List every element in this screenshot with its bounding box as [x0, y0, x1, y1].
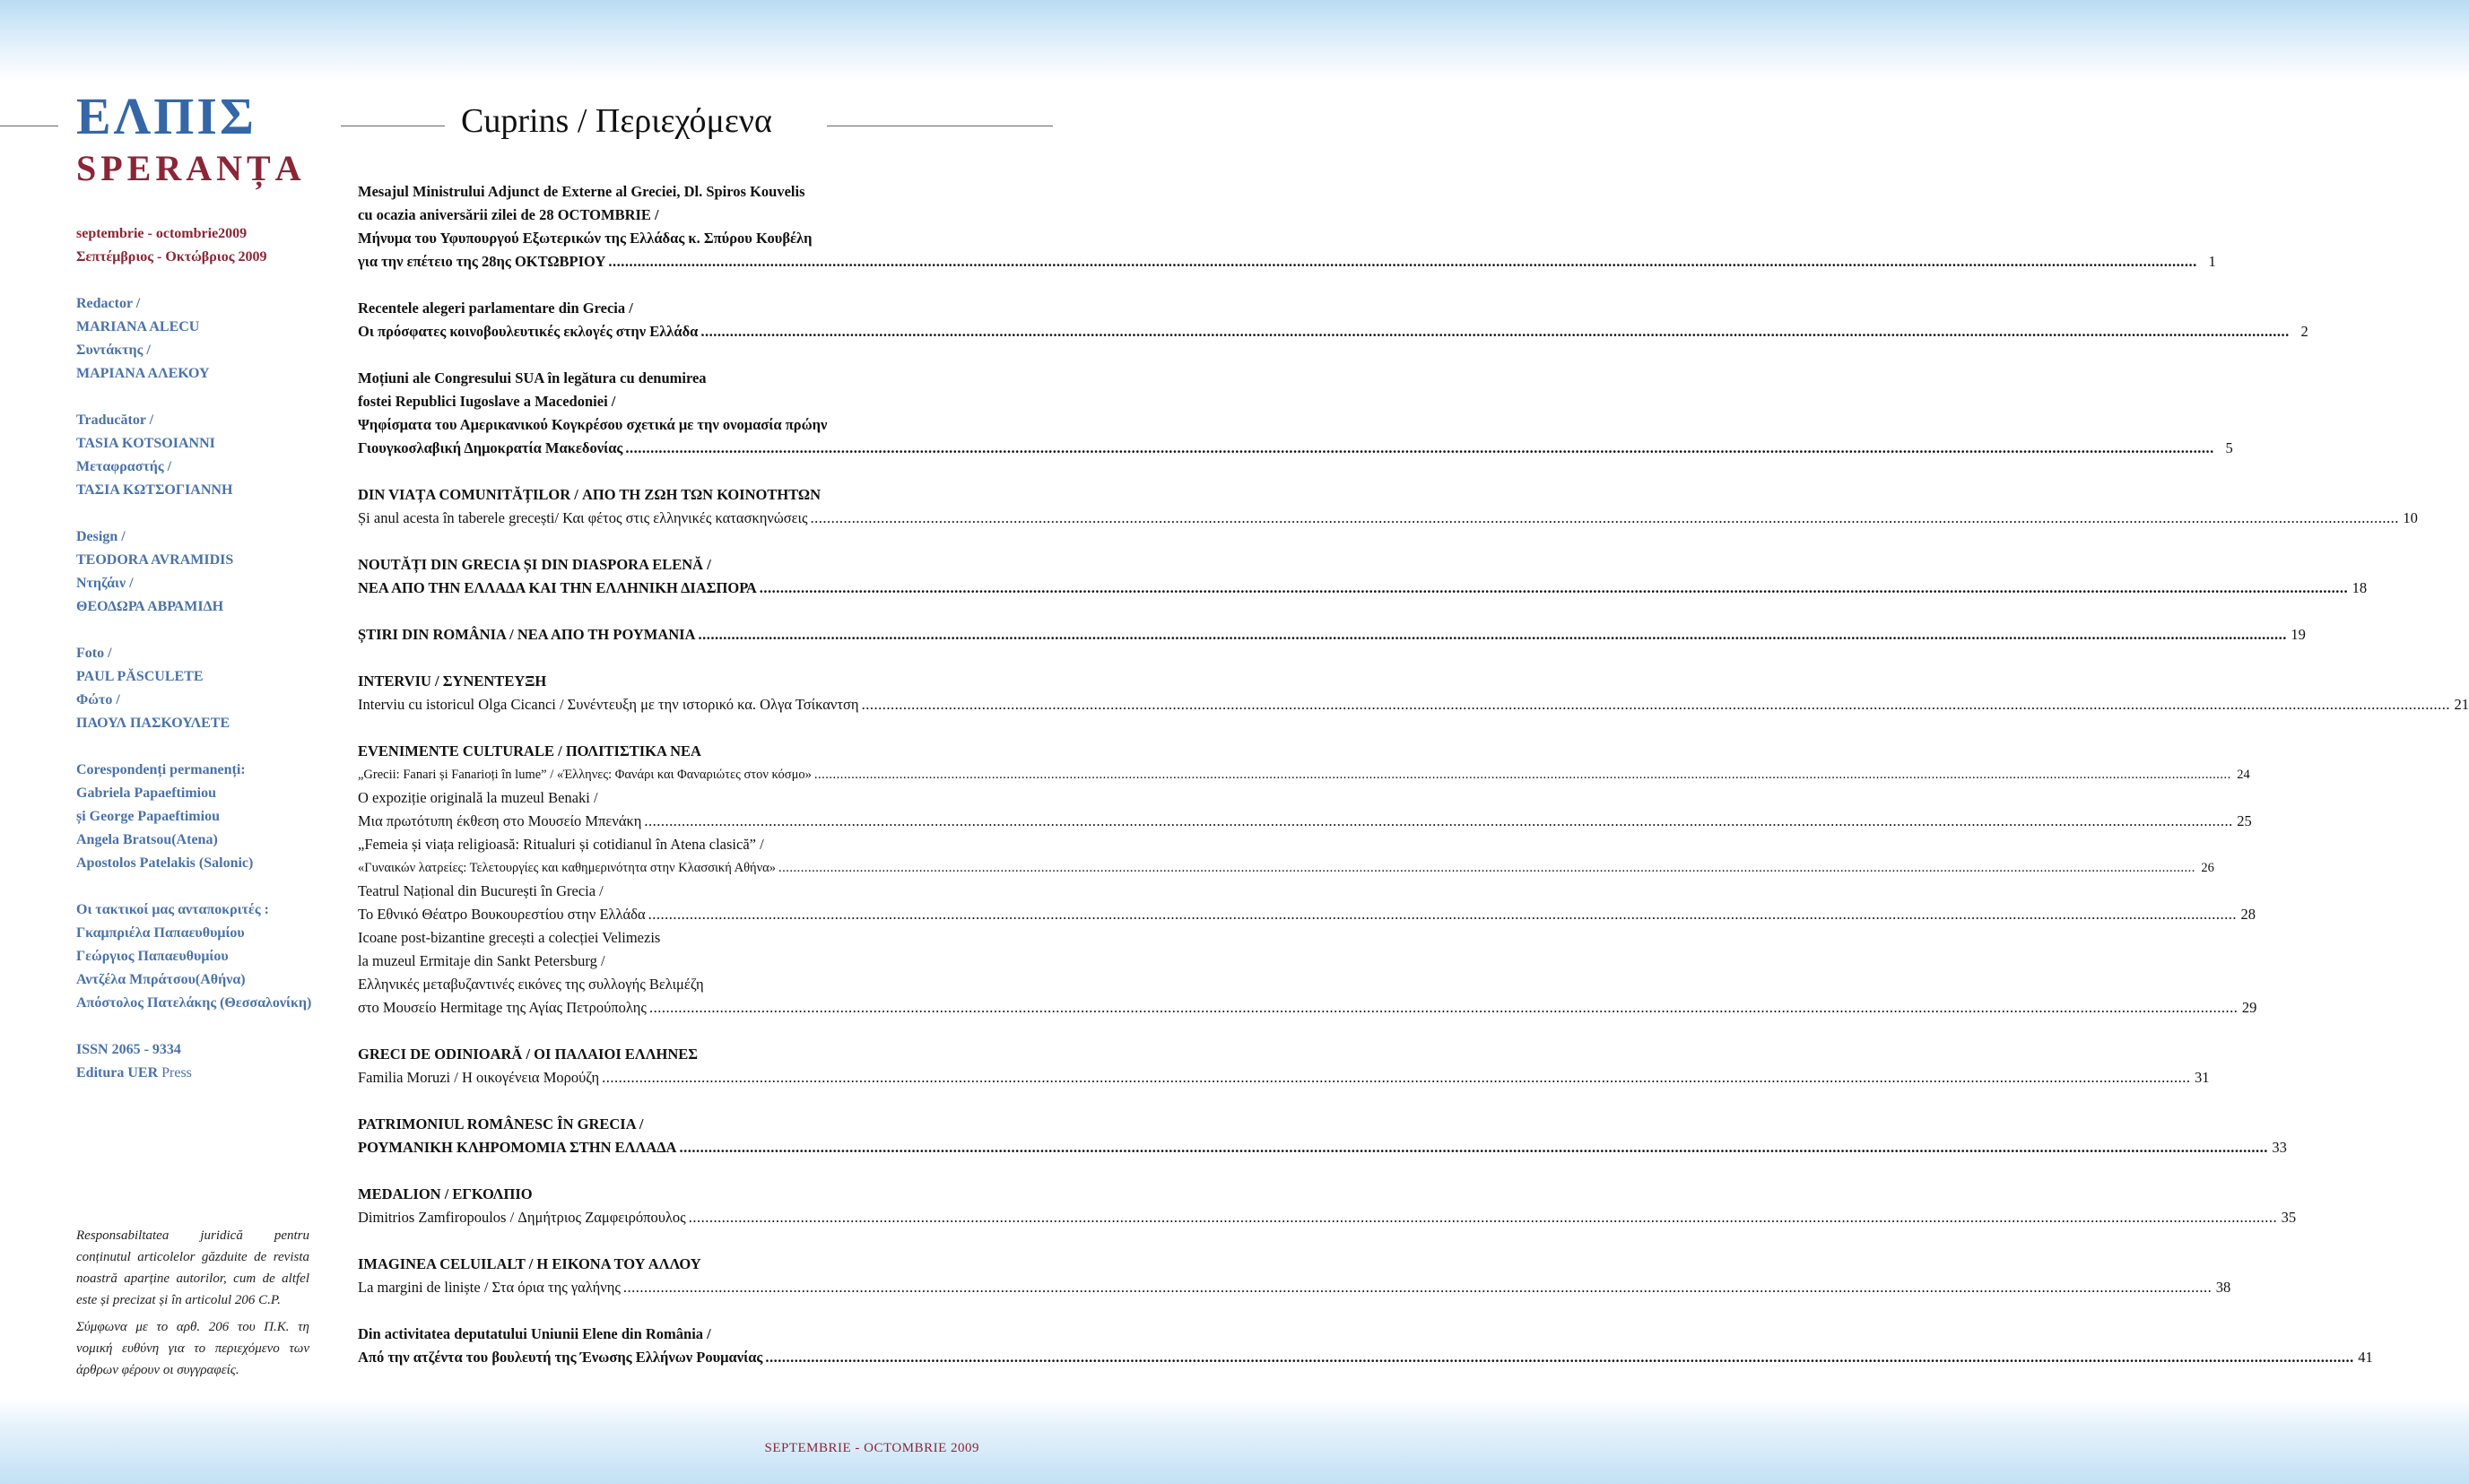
toc-entry-text: Γιουγκοσλαβική Δημοκρατία Μακεδονίας [358, 439, 623, 456]
toc-leader-dots [644, 810, 2232, 833]
toc-entry-text: για την επέτειο της 28ης ΟΚΤΩΒΡΙΟΥ [358, 253, 606, 270]
toc-entry-line: Ελληνικές μεταβυζαντινές εικόνες της συλλογής Βελιμέζη [358, 976, 704, 993]
toc-page-number: 33 [2272, 1139, 2287, 1156]
credit-role: Corespondenți permanenți: [76, 762, 246, 777]
toc-leader-dots [689, 1206, 2277, 1229]
toc-page-number: 25 [2237, 812, 2252, 829]
toc-page-number: 10 [2403, 509, 2418, 526]
toc-entry-line [358, 623, 2306, 647]
toc-entry-line: „Femeia și viața religioasă: Ritualuri și cotidianul în Atena clasică” / [358, 836, 764, 853]
credit-name: Angela Bratsou(Atena) [76, 832, 218, 847]
credit-role: Foto / [76, 646, 112, 661]
toc-entry-line [358, 1346, 2373, 1369]
toc-entry [358, 1323, 2373, 1369]
toc-entry-line [358, 320, 2308, 343]
toc-entry [358, 623, 2306, 647]
toc-entry-line [358, 903, 2256, 926]
toc-leader-dots [760, 577, 2348, 600]
credit-name: Συντάκτης / [76, 343, 151, 358]
credit-name: TASIA KOTSOIANNI [76, 436, 215, 451]
credit-name: și George Papaeftimiou [76, 809, 220, 824]
toc-section-heading: EVENIMENTE CULTURALE / ΠΟΛΙΤΙΣΤΙΚΑ ΝΕΑ [358, 742, 701, 759]
toc-entry-text: Από την ατζέντα του βουλευτή της Ένωσης Ελλήνων Ρουμανίας [358, 1349, 763, 1366]
toc-entry-line: fostei Republici Iugoslave a Macedoniei / [358, 393, 616, 410]
toc-page-number: 38 [2215, 1279, 2231, 1296]
credit-groups [76, 292, 332, 1015]
toc-entry-line [358, 577, 2368, 600]
issue-date-ro: septembrie - octombrie2009 [76, 226, 248, 241]
toc-leader-dots [608, 250, 2196, 273]
toc-entry [358, 483, 2418, 530]
toc-section-heading: MEDALION / ΕΓΚΟΛΠΙΟ [358, 1185, 533, 1202]
toc-entry [358, 367, 2233, 460]
toc-page-number: 2 [2300, 323, 2308, 340]
credit-name: ΠΑΟΥΛ ΠΑΣΚΟΥΛΕΤΕ [76, 716, 230, 731]
toc-entry-line [358, 1276, 2231, 1299]
toc-leader-dots [700, 320, 2289, 343]
credit-name: TEODORA AVRAMIDIS [76, 552, 234, 568]
toc-section-heading: DIN VIAȚA COMUNITĂȚILOR / ΑΠΟ ΤΗ ΖΩΗ ΤΩΝ ΚΟΙΝΟΤΗΤΩΝ [358, 486, 822, 503]
credit-name: Ντηζάιν / [76, 576, 134, 591]
toc-leader-dots [699, 623, 2287, 647]
toc-entry [358, 740, 2257, 1020]
toc-entry [358, 1113, 2287, 1159]
legal-disclaimer [76, 1225, 309, 1386]
toc-heading: Cuprins / Περιεχόμενα [461, 102, 772, 140]
credit-role: Traducător / [76, 412, 154, 428]
toc-entry [358, 180, 2216, 273]
publisher-suffix: Press [161, 1065, 192, 1080]
masthead-title-romanian: SPERANȚA [76, 148, 306, 188]
toc-entry-line: Teatrul Național din București în Grecia / [358, 882, 604, 899]
credit-name: ΤΑΣΙΑ ΚΩΤΣΟΓΙΑΝΝΗ [76, 482, 233, 498]
toc-page-number: 28 [2240, 906, 2256, 923]
toc-page-number: 5 [2225, 439, 2233, 456]
publisher-name: Editura UER [76, 1065, 159, 1080]
toc-entry-line [358, 1066, 2210, 1089]
toc-leader-dots [679, 1136, 2267, 1159]
disclaimer-gr: Σύμφωνα με το αρθ. 206 του Π.Κ. τη νομική ευθύνη για το περιεχόμενο των άρθρων φέρουν οι συγγραφείς. [76, 1320, 309, 1377]
credit-group [76, 642, 332, 735]
toc-entry-text: ΝΕΑ ΑΠΟ ΤΗΝ ΕΛΛΑΔΑ ΚΑΙ ΤΗΝ ΕΛΛΗΝΙΚΗ ΔΙΑΣΠΟΡΑ [358, 579, 757, 596]
toc-entry-text: „Grecii: Fanari și Fanarioți în lume” / «Έλληνες: Φανάρι και Φαναριώτες στον κόσμο» [358, 768, 812, 782]
credit-name: ΜΑΡΙΑΝΑ ΑΛΕΚΟΥ [76, 366, 210, 381]
toc-entry-line: cu ocazia aniversării zilei de 28 OCTOMBRIE / [358, 206, 659, 223]
publisher [76, 1062, 332, 1085]
toc-section-heading: INTERVIU / ΣΥΝΕΝΤΕΥΞΗ [358, 673, 547, 690]
credit-name: Απόστολος Πατελάκης (Θεσσαλονίκη) [76, 995, 312, 1011]
credit-role: Οι τακτικοί μας ανταποκριτές : [76, 902, 269, 917]
toc-leader-dots [602, 1066, 2190, 1089]
toc-entry-text: ΡΟΥΜΑΝΙΚΗ ΚΛΗΡΟΜΟΜΙΑ ΣΤΗΝ ΕΛΛΑΔΑ [358, 1139, 677, 1156]
toc-entry-line [358, 1136, 2287, 1159]
toc-leader-dots [625, 437, 2213, 460]
toc-entry-line: Din activitatea deputatului Uniunii Elene din România / [358, 1325, 711, 1342]
toc-entry-text: ȘTIRI DIN ROMÂNIA / ΝΕΑ ΑΠΟ ΤΗ ΡΟΥΜΑΝΙΑ [358, 626, 696, 643]
issue-date-gr: Σεπτέμβριος - Οκτώβριος 2009 [76, 249, 267, 265]
toc-leader-dots [778, 856, 2195, 880]
page-footer: SEPTEMBRIE - OCTOMBRIE 2009 [764, 1441, 979, 1455]
toc-entry-line [358, 250, 2216, 273]
toc-entry-line [358, 856, 2214, 880]
toc-section-heading: GRECI DE ODINIOARĂ / ΟΙ ΠΑΛΑΙΟΙ ΕΛΛΗΝΕΣ [358, 1046, 699, 1063]
toc-entry [358, 1183, 2297, 1229]
toc-section-heading: IMAGINEA CELUILALT / Η ΕΙΚΟΝΑ ΤΟΥ ΑΛΛΟΥ [358, 1255, 701, 1272]
credit-name: PAUL PĂSCULETE [76, 669, 204, 684]
credit-name: ΘΕΟΔΩΡΑ ΑΒΡΑΜΙΔΗ [76, 599, 224, 614]
toc-entry-text: Dimitrios Zamfiropoulos / Δημήτριος Ζαμφειρόπουλος [358, 1209, 686, 1226]
toc-entry-text: Οι πρόσφατες κοινοβουλευτικές εκλογές στην Ελλάδα [358, 323, 699, 340]
toc-entry [358, 553, 2368, 600]
toc-entry-line [358, 693, 2469, 716]
toc-leader-dots [862, 693, 2450, 716]
issue-date [76, 222, 332, 269]
toc-entry-line [358, 996, 2257, 1020]
toc-page-number: 29 [2241, 999, 2257, 1016]
credit-group [76, 409, 332, 502]
toc-entry-text: Μια πρωτότυπη έκθεση στο Μουσείο Μπενάκη [358, 812, 642, 829]
toc-entry-text: «Γυναικών λατρείες: Τελετουργίες και καθημερινότητα στην Κλασσική Αθήνα» [358, 861, 777, 875]
toc-entry-line: O expoziție originală la muzeul Benaki / [358, 789, 598, 806]
credit-role: Design / [76, 529, 126, 544]
toc-entry-line [358, 810, 2252, 833]
toc-entry-line: Μήνυμα του Υφυπουργού Εξωτερικών της Ελλάδας κ. Σπύρου Κουβέλη [358, 230, 813, 247]
toc-leader-dots [648, 903, 2237, 926]
toc-entry-line: Moțiuni ale Congresului SUA în legătura cu denumirea [358, 369, 707, 386]
toc-entry-line: Mesajul Ministrului Adjunct de Externe al Greciei, Dl. Spiros Kouvelis [358, 183, 805, 200]
credit-role: Redactor / [76, 296, 141, 311]
credit-name: Φώτο / [76, 692, 120, 707]
toc-entry [358, 297, 2308, 343]
toc-page-number: 19 [2291, 626, 2306, 643]
toc-entry-text: στο Μουσείο Hermitage της Αγίας Πετρούπολης [358, 999, 647, 1016]
toc-page-number: 18 [2352, 579, 2368, 596]
toc-entry-text: Familia Moruzi / Η οικογένεια Μορούζη [358, 1069, 600, 1086]
credit-name: Γεώργιος Παπαευθυμίου [76, 949, 229, 964]
toc-entry-line: NOUTĂȚI DIN GRECIA ȘI DIN DIASPORA ELENĂ / [358, 556, 711, 573]
toc-entry [358, 1043, 2210, 1089]
toc-entry-text: La margini de liniște / Στα όρια της γαλήνης [358, 1279, 621, 1296]
toc-page-number: 24 [2237, 768, 2250, 782]
credit-name: Μεταφραστής / [76, 459, 172, 474]
table-of-contents [358, 180, 2469, 1393]
credit-group [76, 759, 332, 875]
credit-name: Γκαμπριέλα Παπαευθυμίου [76, 925, 245, 941]
sidebar-credits [76, 222, 332, 1085]
toc-entry-line [358, 507, 2418, 530]
toc-entry-line [358, 1206, 2297, 1229]
toc-entry-line: la muzeul Ermitaje din Sankt Petersburg / [358, 952, 605, 969]
toc-entry-text: Το Εθνικό Θέατρο Βουκουρεστίου στην Ελλάδα [358, 906, 646, 923]
toc-entry [358, 670, 2469, 716]
toc-page-number: 21 [2454, 696, 2469, 713]
credit-name: MARIANA ALECU [76, 319, 200, 334]
toc-entry-text: Și anul acesta în taberele grecești/ Και φέτος στις ελληνικές κατασκηνώσεις [358, 509, 808, 526]
toc-entry-line: PATRIMONIUL ROMÂNESC ÎN GRECIA / [358, 1115, 644, 1133]
disclaimer-ro: Responsabiltatea juridică pentru conținutul articolelor găzduite de revista noastră aparține autorilor, cum de altfel este și precizat și în articolul 206 C.P. [76, 1228, 309, 1307]
toc-entry-text: Interviu cu istoricul Olga Cicanci / Συνέντευξη με την ιστορικό κα. Ολγα Τσίκαντση [358, 696, 859, 713]
masthead-title-greek: ΕΛΠΙΣ [76, 87, 256, 145]
toc-page-number: 26 [2201, 861, 2214, 875]
toc-page-number: 31 [2194, 1069, 2210, 1086]
toc-entry-line: Ψηφίσματα του Αμερικανικού Κογκρέσου σχετικά με την ονομασία πρώην [358, 416, 828, 433]
toc-leader-dots [623, 1276, 2212, 1299]
credit-group [76, 525, 332, 619]
toc-leader-dots [811, 507, 2399, 530]
toc-leader-dots [649, 996, 2238, 1020]
toc-leader-dots [765, 1346, 2353, 1369]
toc-page-number: 41 [2358, 1349, 2373, 1366]
issn: ISSN 2065 - 9334 [76, 1042, 181, 1057]
toc-leader-dots [814, 763, 2231, 786]
toc-page-number: 35 [2281, 1209, 2297, 1226]
toc-entry-line [358, 763, 2250, 786]
toc-page-number: 1 [2208, 253, 2216, 270]
toc-entry [358, 1253, 2231, 1299]
toc-entry-line: Icoane post-bizantine grecești a colecției Velimezis [358, 929, 661, 946]
credit-group [76, 898, 332, 1015]
toc-entry-line [358, 437, 2233, 460]
toc-entry-line: Recentele alegeri parlamentare din Grecia / [358, 299, 633, 317]
credit-group [76, 292, 332, 386]
credit-name: Gabriela Papaeftimiou [76, 785, 216, 801]
credit-name: Αντζέλα Μπράτσου(Αθήνα) [76, 972, 246, 987]
credit-name: Apostolos Patelakis (Salonic) [76, 855, 254, 871]
